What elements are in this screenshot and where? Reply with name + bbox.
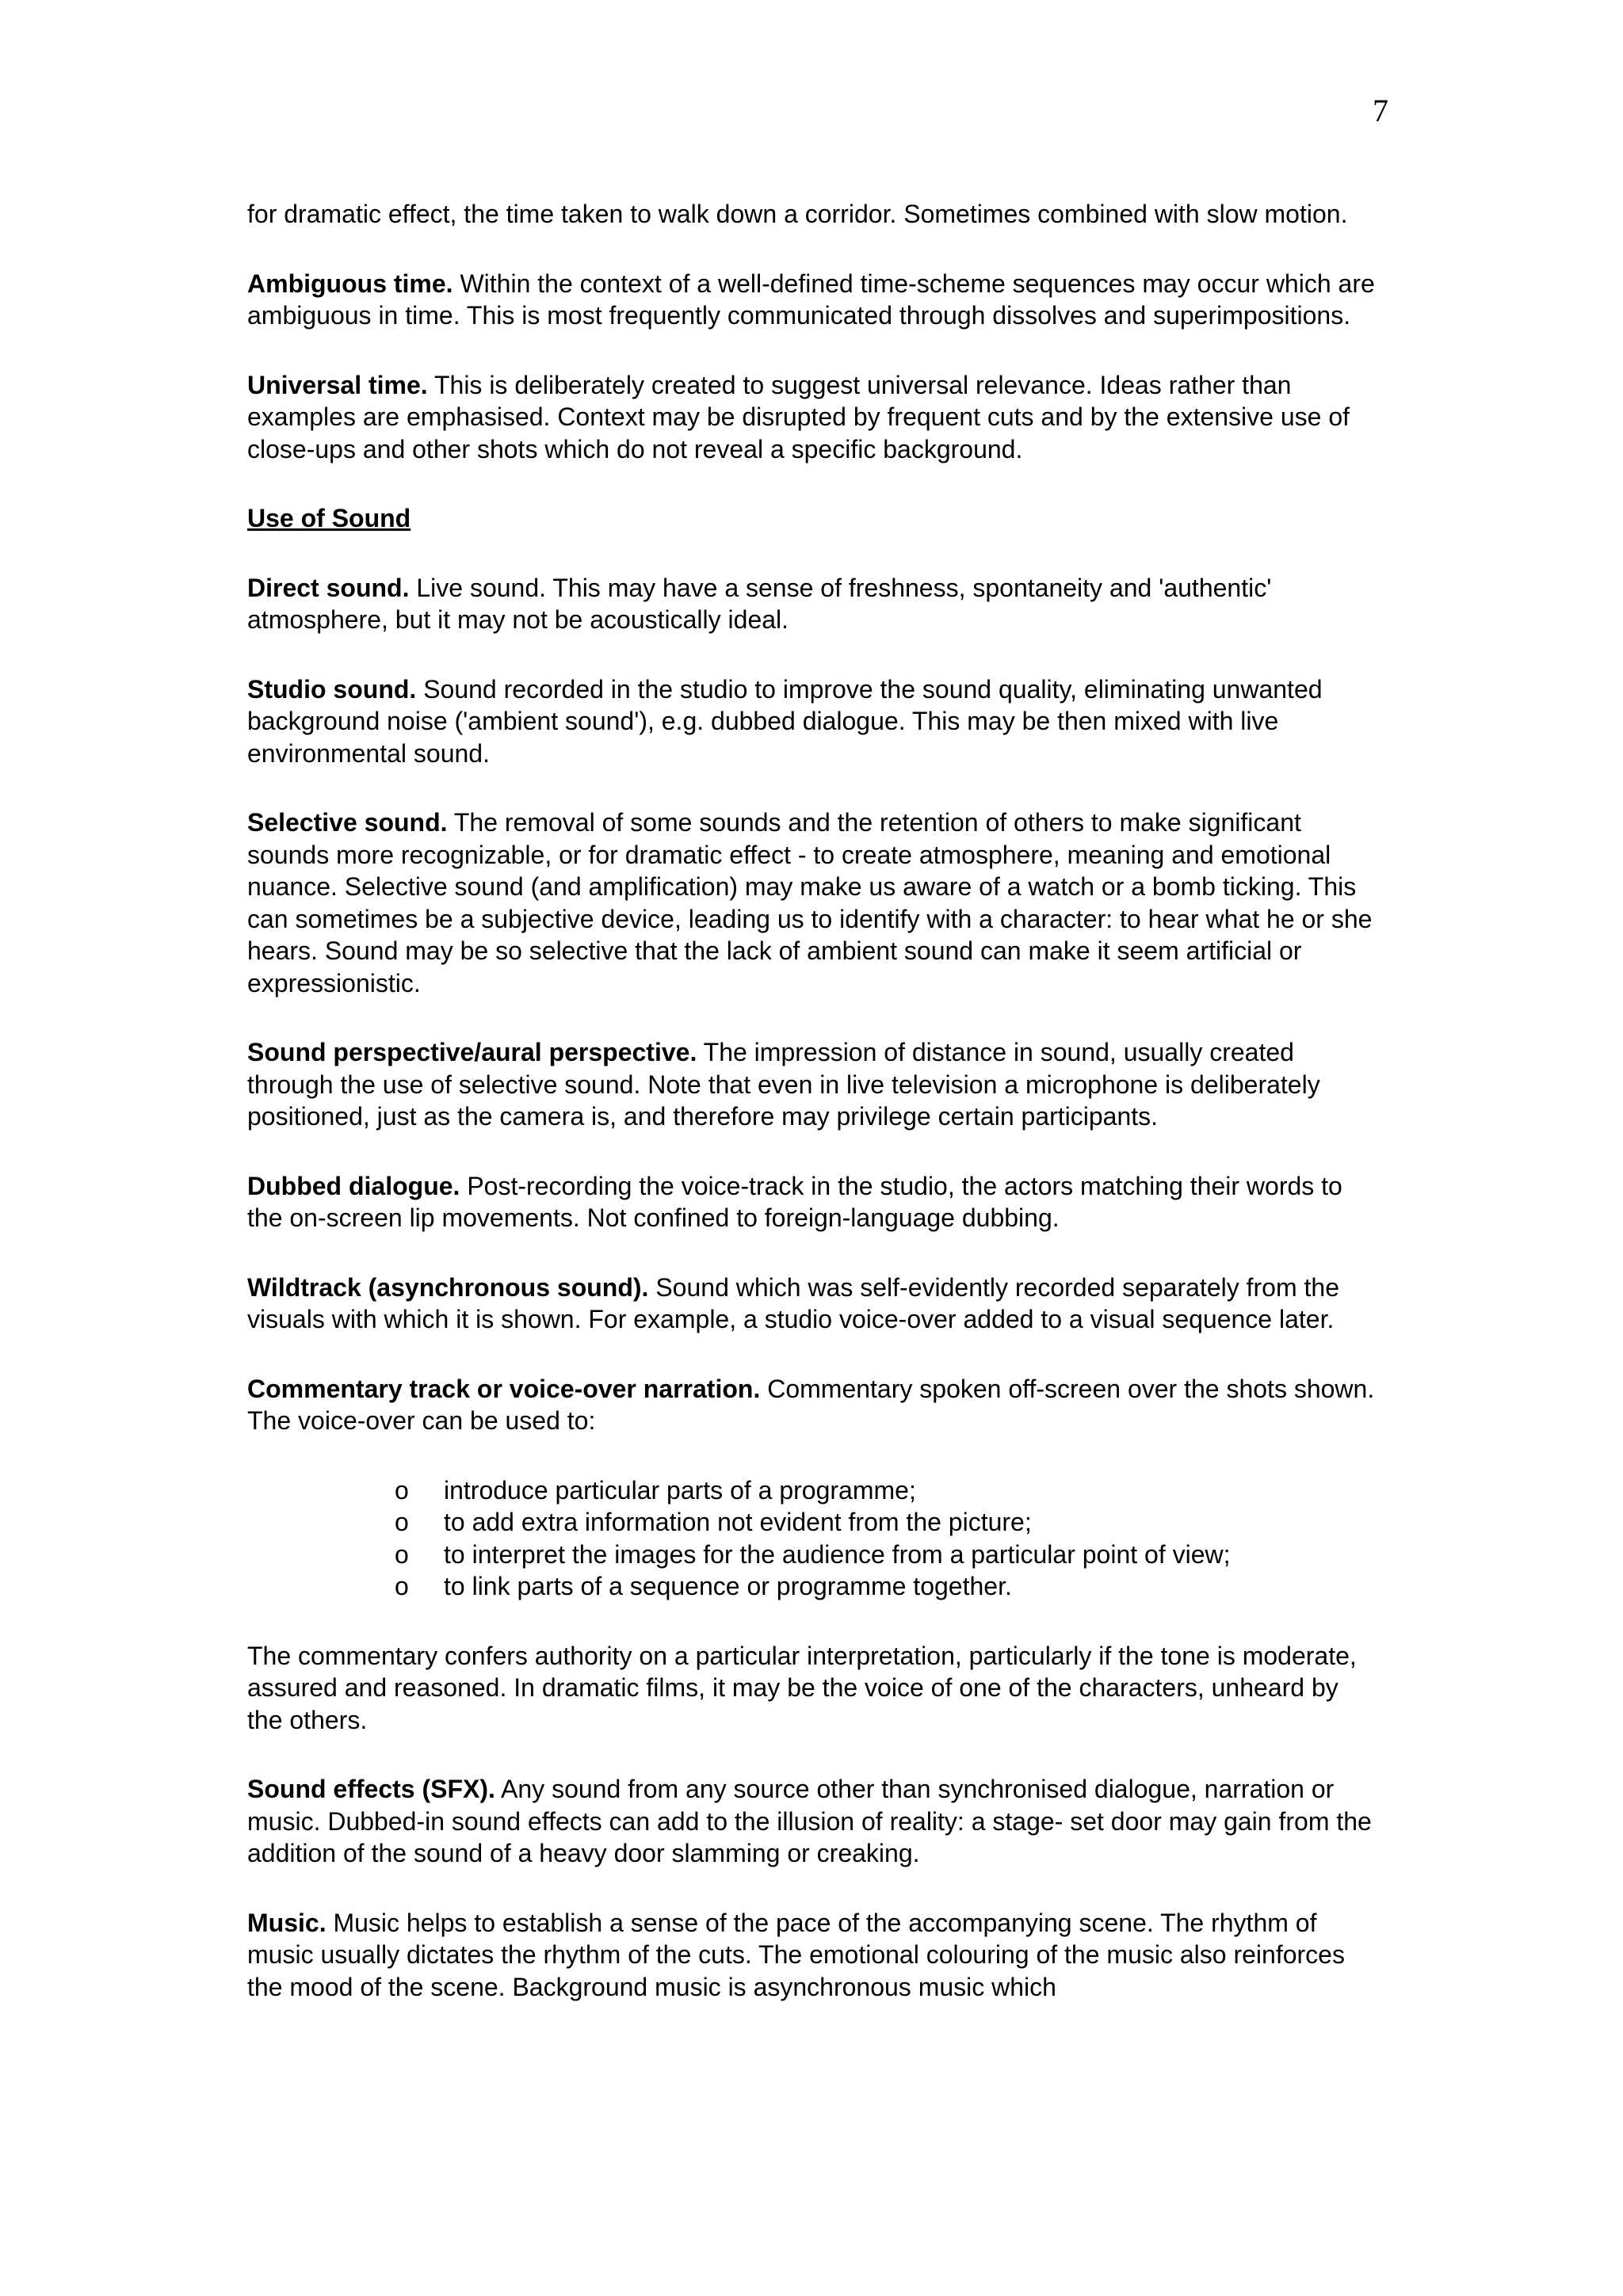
paragraph-text: Within the context of a well-defined time-scheme sequences may occur which are ambiguous in time. This is most frequently communicated through dissolves and superimpositions.: [247, 269, 1375, 330]
paragraph-selective-sound: [247, 807, 1381, 999]
paragraph-sound-effects: [247, 1773, 1381, 1870]
paragraph-music: [247, 1907, 1381, 2004]
paragraph-text: Post-recording the voice-track in the studio, the actors matching their words to the on-screen lip movements. Not confined to foreign-language dubbing.: [247, 1171, 1342, 1232]
paragraph-text: The removal of some sounds and the retention of others to make significant sounds more recognizable, or for dramatic effect - to create atmosphere, meaning and emotional nuance. Selective sound (and amplification) may make us aware of a watch or a bomb ticking. This can sometimes be a subjective device, leading us to identify with a character: to hear what he or she hears. Sound may be so selective that the lack of ambient sound can make it seem artificial or expressionistic.: [247, 808, 1373, 997]
term-label: Music.: [247, 1908, 327, 1937]
paragraph-direct-sound: [247, 572, 1381, 636]
page-number: 7: [1373, 93, 1388, 128]
bullet-marker: o: [395, 1572, 409, 1600]
list-item-text: introduce particular parts of a programme;: [444, 1475, 916, 1505]
term-label: Sound perspective/aural perspective.: [247, 1038, 697, 1066]
paragraph-studio-sound: [247, 673, 1381, 770]
term-label: Universal time.: [247, 370, 428, 399]
paragraph-commentary-authority: [247, 1640, 1381, 1737]
list-item-text: to add extra information not evident from the picture;: [444, 1508, 1032, 1536]
paragraph-wildtrack: [247, 1272, 1381, 1336]
paragraph-universal-time: [247, 369, 1381, 466]
paragraph-text: The impression of distance in sound, usually created through the use of selective sound. Note that even in live television a microphone is deliberately positioned, just as the camera is, and therefore may privilege certain participants.: [247, 1038, 1320, 1131]
term-label: Wildtrack (asynchronous sound).: [247, 1272, 649, 1302]
term-label: Studio sound.: [247, 674, 417, 704]
list-item: [395, 1474, 1381, 1507]
section-heading: Use of Sound: [247, 504, 411, 532]
paragraph-dubbed-dialogue: [247, 1170, 1381, 1234]
term-label: Sound effects (SFX).: [247, 1775, 495, 1803]
list-item-text: to interpret the images for the audience from a particular point of view;: [444, 1539, 1231, 1569]
bullet-marker: o: [395, 1539, 409, 1569]
term-label: Direct sound.: [247, 573, 410, 602]
paragraph-text: Music helps to establish a sense of the pace of the accompanying scene. The rhythm of music usually dictates the rhythm of the cuts. The emotional colouring of the music also reinforces the mood of the scene. Background music is asynchronous music which: [247, 1908, 1345, 2001]
bullet-marker: o: [395, 1475, 409, 1505]
bullet-marker: o: [395, 1508, 409, 1536]
paragraph-text: Commentary spoken off-screen over the shots shown. The voice-over can be used to:: [247, 1374, 1375, 1435]
paragraph-text: This is deliberately created to suggest universal relevance. Ideas rather than examples are emphasised. Context may be disrupted by frequent cuts and by the extensive use of close-ups and other shots which do not reveal a specific background.: [247, 370, 1350, 463]
page-content: [247, 198, 1381, 2040]
term-label: Ambiguous time.: [247, 269, 453, 298]
paragraph-text: Sound which was self-evidently recorded separately from the visuals with which it is shown. For example, a studio voice-over added to a visual sequence later.: [247, 1272, 1339, 1333]
paragraph-text: Sound recorded in the studio to improve the sound quality, eliminating unwanted background noise ('ambient sound'), e.g. dubbed dialogue. This may be then mixed with live environmental sound.: [247, 674, 1323, 768]
list-item-text: to link parts of a sequence or programme together.: [444, 1572, 1012, 1600]
term-label: Dubbed dialogue.: [247, 1171, 460, 1200]
paragraph-commentary-track: [247, 1373, 1381, 1437]
paragraph-sound-perspective: [247, 1036, 1381, 1133]
term-label: Commentary track or voice-over narration.: [247, 1374, 761, 1403]
paragraph-ambiguous-time: [247, 268, 1381, 332]
paragraph-text: Any sound from any source other than synchronised dialogue, narration or music. Dubbed-in sound effects can add to the illusion of reality: a stage- set door may gain from the addition of the sound of a heavy door slamming or creaking.: [247, 1775, 1372, 1867]
paragraph-continuation: [247, 198, 1381, 231]
term-label: Selective sound.: [247, 808, 448, 837]
paragraph-text: for dramatic effect, the time taken to walk down a corridor. Sometimes combined with slow motion.: [247, 200, 1348, 228]
paragraph-text: The commentary confers authority on a particular interpretation, particularly if the tone is moderate, assured and reasoned. In dramatic films, it may be the voice of one of the characters, unheard by the others.: [247, 1641, 1357, 1734]
paragraph-text: Live sound. This may have a sense of freshness, spontaneity and 'authentic' atmosphere, but it may not be acoustically ideal.: [247, 573, 1272, 634]
voice-over-uses-list: [247, 1474, 1381, 1603]
list-item: [395, 1539, 1381, 1571]
list-item: [395, 1506, 1381, 1539]
list-item: [395, 1570, 1381, 1603]
